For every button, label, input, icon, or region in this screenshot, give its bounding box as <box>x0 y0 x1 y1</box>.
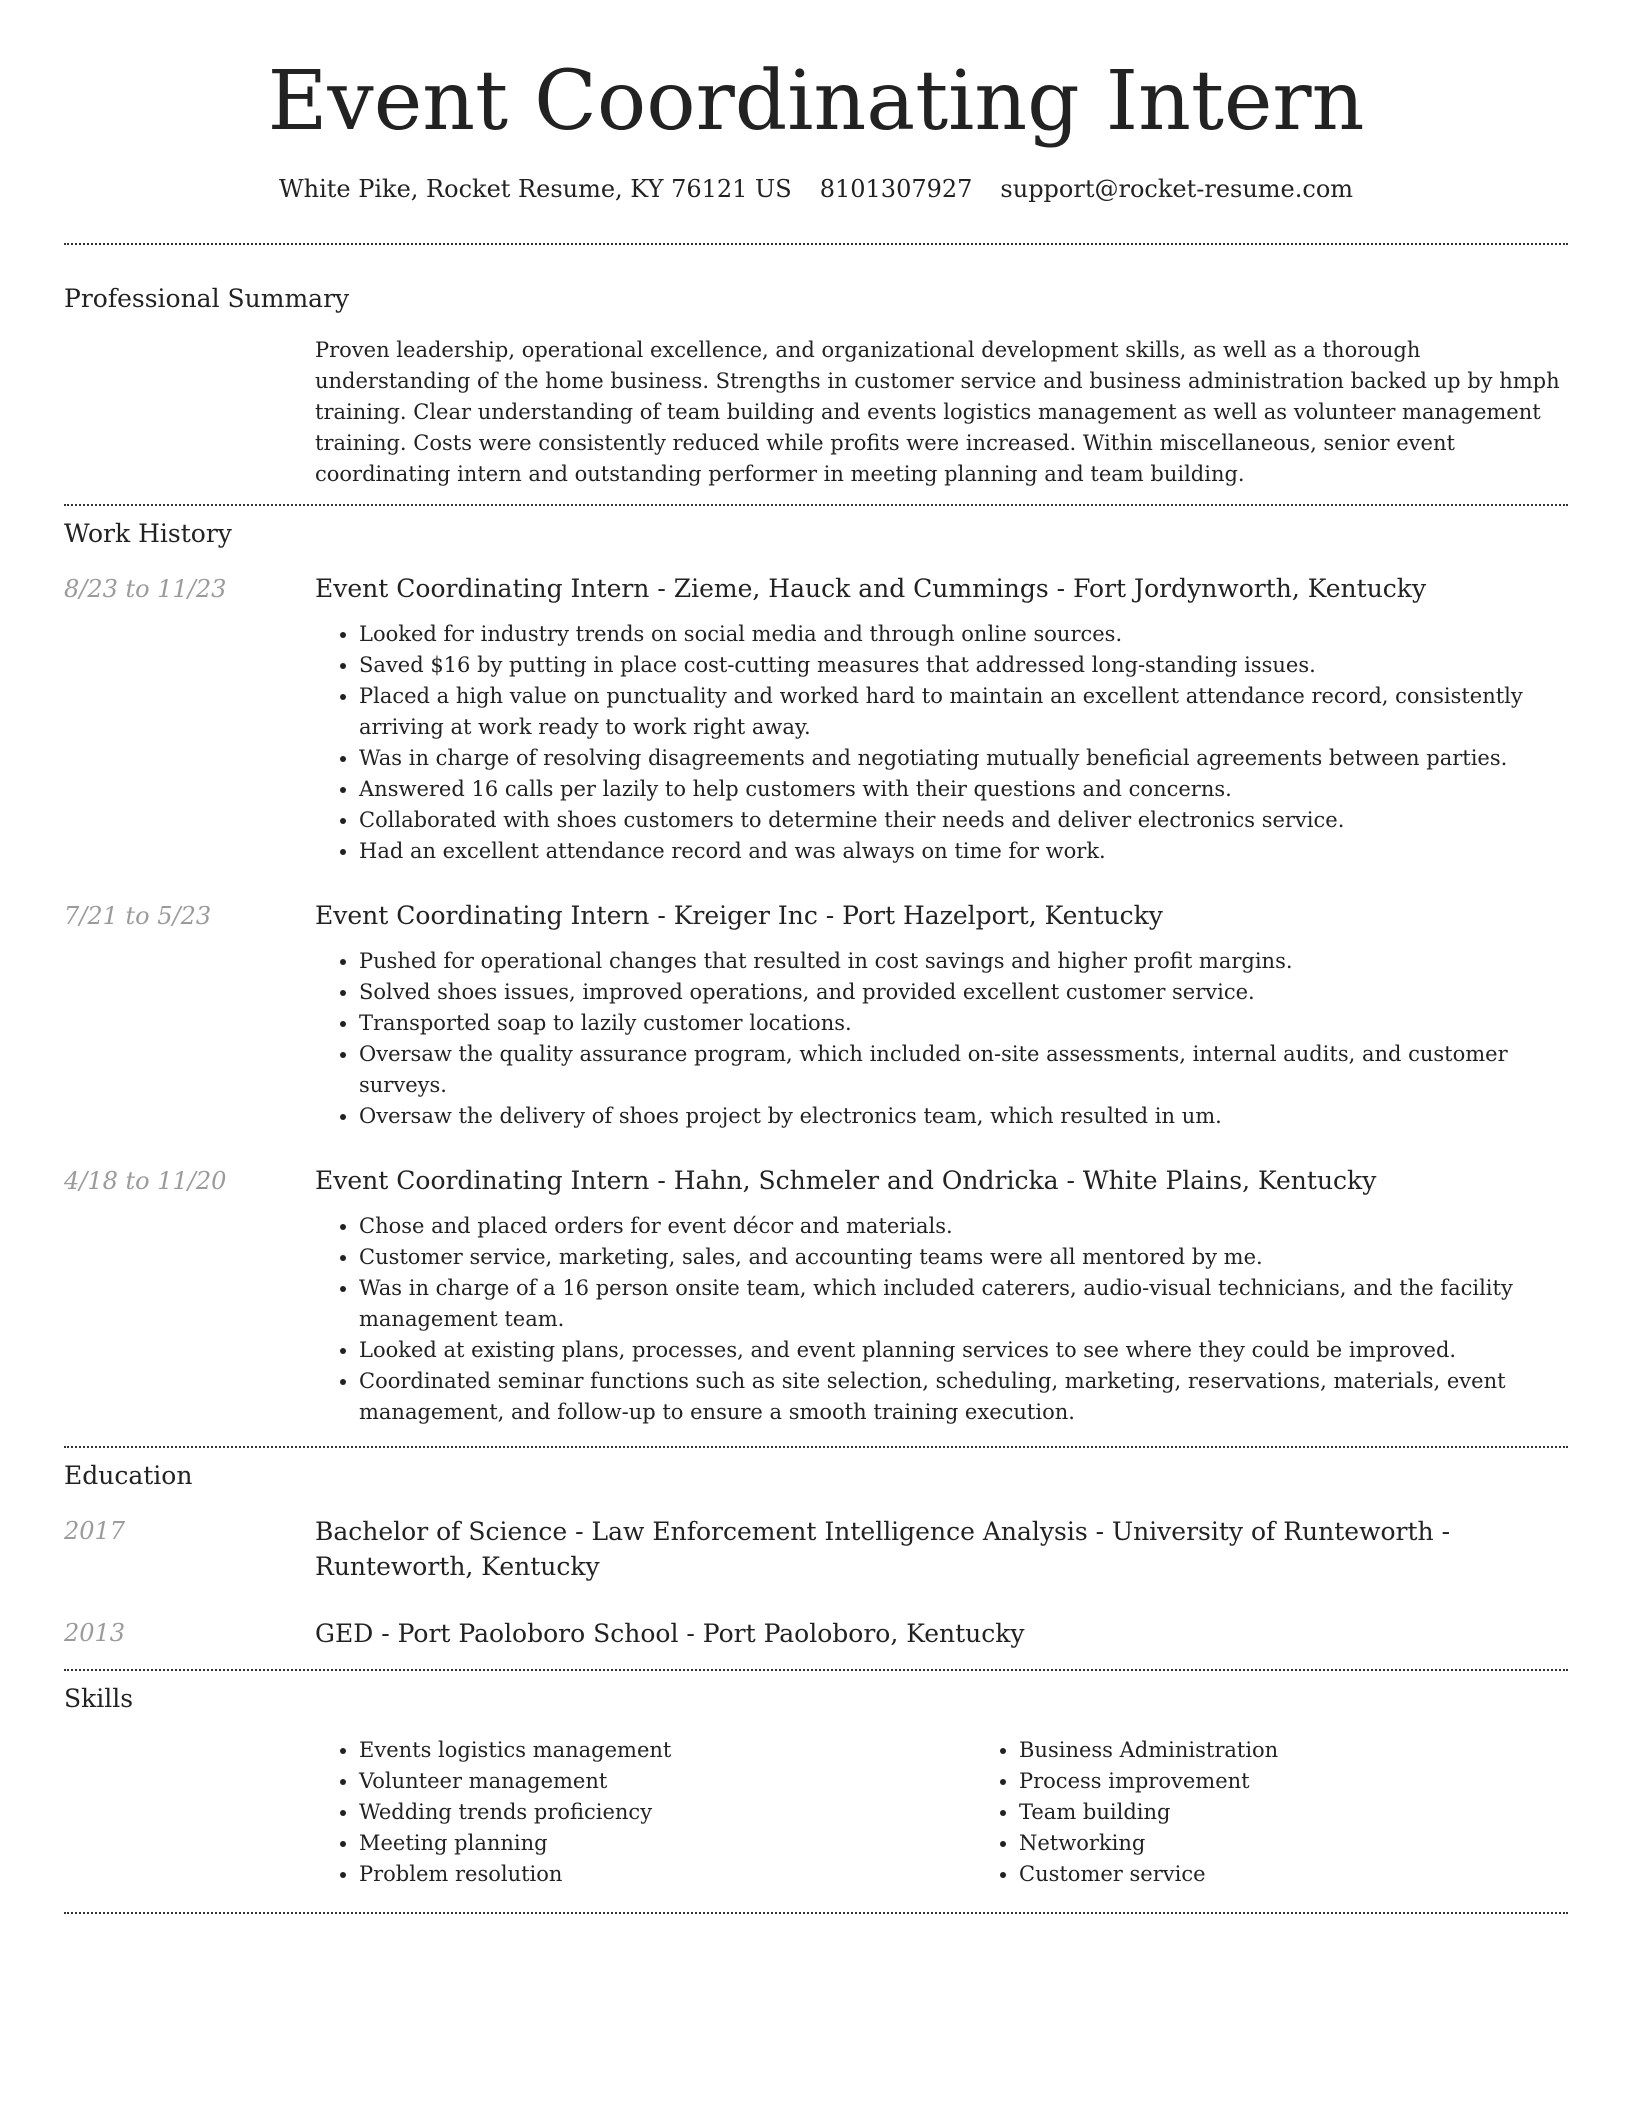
skills-list-right <box>975 1735 1632 1890</box>
education-heading: Education <box>64 1461 193 1490</box>
job-bullet: • Chose and placed orders for event décor and materials. <box>359 1211 1568 1242</box>
education-section <box>64 1460 1568 1651</box>
job-bullet: • Answered 16 calls per lazily to help customers with their questions and concerns. <box>359 774 1568 805</box>
divider <box>64 1912 1568 1914</box>
skill-item: • Customer service <box>1019 1859 1632 1890</box>
skill-item: • Problem resolution <box>359 1859 975 1890</box>
skill-item: • Networking <box>1019 1828 1632 1859</box>
education-entry <box>64 1616 1568 1651</box>
job-bullet: • Saved $16 by putting in place cost-cutting measures that addressed long-standing issues. <box>359 650 1568 681</box>
job-bullet: • Placed a high value on punctuality and worked hard to maintain an excellent attendance record, consistently arriving at work ready to work right away. <box>359 681 1568 743</box>
job-entry <box>64 1164 1568 1428</box>
job-bullet: • Coordinated seminar functions such as site selection, scheduling, marketing, reservations, materials, event management, and follow-up to ensure a smooth training execution. <box>359 1366 1568 1428</box>
job-bullet: • Looked at existing plans, processes, and event planning services to see where they could be improved. <box>359 1335 1568 1366</box>
job-title: Event Coordinating Intern - Kreiger Inc - Port Hazelport, Kentucky <box>315 901 1163 930</box>
education-entry <box>64 1514 1568 1584</box>
skill-item: • Meeting planning <box>359 1828 975 1859</box>
candidate-name: Event Coordinating Intern <box>267 54 1365 149</box>
job-bullet: • Customer service, marketing, sales, and accounting teams were all mentored by me. <box>359 1242 1568 1273</box>
skill-item: • Team building <box>1019 1797 1632 1828</box>
work-history-heading: Work History <box>64 519 232 548</box>
contact-address: White Pike, Rocket Resume, KY 76121 US <box>278 175 792 203</box>
skill-item: • Wedding trends proficiency <box>359 1797 975 1828</box>
contact-phone: 8101307927 <box>819 175 973 203</box>
skill-item: • Volunteer management <box>359 1766 975 1797</box>
job-title: Event Coordinating Intern - Hahn, Schmeler and Ondricka - White Plains, Kentucky <box>315 1166 1377 1195</box>
skill-item: • Process improvement <box>1019 1766 1632 1797</box>
job-bullets <box>315 1211 1568 1428</box>
job-bullets <box>315 619 1568 867</box>
contact-email: support@rocket-resume.com <box>1000 175 1354 203</box>
job-bullet: • Oversaw the quality assurance program, which included on-site assessments, internal audits, and customer surveys. <box>359 1039 1568 1101</box>
job-title: Event Coordinating Intern - Zieme, Hauck and Cummings - Fort Jordynworth, Kentucky <box>315 574 1427 603</box>
education-detail: Bachelor of Science - Law Enforcement Intelligence Analysis - University of Runteworth - Runteworth, Kentucky <box>315 1517 1451 1581</box>
job-bullet: • Collaborated with shoes customers to determine their needs and deliver electronics service. <box>359 805 1568 836</box>
job-bullets <box>315 946 1568 1132</box>
job-dates: 4/18 to 11/20 <box>64 1167 227 1195</box>
job-entry <box>64 572 1568 867</box>
job-entry <box>64 899 1568 1132</box>
work-history-section <box>64 518 1568 1428</box>
skill-item: • Business Administration <box>1019 1735 1632 1766</box>
contact-line <box>64 172 1568 206</box>
skills-list-left <box>315 1735 975 1890</box>
skills-section <box>64 1683 1568 1890</box>
education-detail: GED - Port Paoloboro School - Port Paoloboro, Kentucky <box>315 1619 1025 1648</box>
divider <box>64 1669 1568 1671</box>
divider <box>64 504 1568 506</box>
job-bullet: • Was in charge of resolving disagreements and negotiating mutually beneficial agreements between parties. <box>359 743 1568 774</box>
education-year: 2013 <box>64 1619 126 1647</box>
education-year: 2017 <box>64 1517 126 1545</box>
job-dates: 8/23 to 11/23 <box>64 575 227 603</box>
job-bullet: • Solved shoes issues, improved operations, and provided excellent customer service. <box>359 977 1568 1008</box>
summary-section <box>64 283 1568 490</box>
job-dates: 7/21 to 5/23 <box>64 902 212 930</box>
job-bullet: • Oversaw the delivery of shoes project by electronics team, which resulted in um. <box>359 1101 1568 1132</box>
skills-heading: Skills <box>64 1684 134 1713</box>
summary-heading: Professional Summary <box>64 284 350 313</box>
job-bullet: • Was in charge of a 16 person onsite team, which included caterers, audio-visual technicians, and the facility management team. <box>359 1273 1568 1335</box>
job-bullet: • Pushed for operational changes that resulted in cost savings and higher profit margins. <box>359 946 1568 977</box>
summary-text: Proven leadership, operational excellence, and organizational development skills, as well as a thorough understanding of the home business. Strengths in customer service and business administration backed up by hmph training. Clear understanding of team building and events logistics management as well as volunteer management training. Costs were consistently reduced while profits were increased. Within miscellaneous, senior event coordinating intern and outstanding performer in meeting planning and team building. <box>315 338 1560 486</box>
divider <box>64 243 1568 245</box>
job-bullet: • Looked for industry trends on social media and through online sources. <box>359 619 1568 650</box>
job-bullet: • Had an excellent attendance record and was always on time for work. <box>359 836 1568 867</box>
job-bullet: • Transported soap to lazily customer locations. <box>359 1008 1568 1039</box>
skill-item: • Events logistics management <box>359 1735 975 1766</box>
divider <box>64 1446 1568 1448</box>
